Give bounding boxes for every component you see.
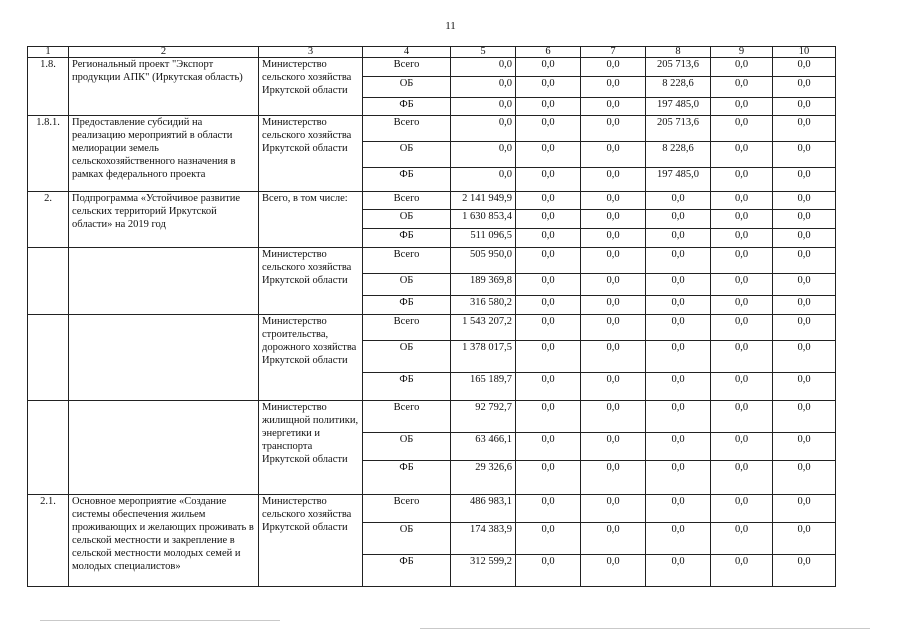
row-name-cell [69,315,259,401]
value-cell-col-8: 0,0 [646,192,711,210]
value-cell-col-6: 0,0 [516,296,581,315]
value-cell-col-6: 0,0 [516,433,581,461]
value-cell-col-9: 0,0 [711,523,773,555]
row-number-cell: 2.1. [28,495,69,587]
value-cell-col-8: 0,0 [646,248,711,274]
value-cell-col-5: 2 141 949,9 [451,192,516,210]
value-cell-col-5: 174 383,9 [451,523,516,555]
value-cell-col-8: 205 713,6 [646,58,711,77]
value-cell-col-7: 0,0 [581,555,646,587]
value-cell-col-10: 0,0 [773,58,836,77]
value-cell-col-9: 0,0 [711,401,773,433]
value-cell-col-7: 0,0 [581,401,646,433]
funding-source-cell: Всего [363,315,451,341]
column-number-1: 1 [28,47,69,58]
value-cell-col-8: 0,0 [646,433,711,461]
value-cell-col-6: 0,0 [516,315,581,341]
value-cell-col-8: 197 485,0 [646,168,711,192]
funding-source-cell: Всего [363,192,451,210]
value-cell-col-8: 0,0 [646,523,711,555]
table-row [28,248,836,274]
row-name-cell: Основное мероприятие «Создание системы обеспечения жильем проживающих и желающих проживать в сельской местности и закрепление в сельской местности молодых семей и молодых специалистов» [69,495,259,587]
scan-artifact-line [420,628,870,629]
value-cell-col-9: 0,0 [711,495,773,523]
funding-source-cell: ФБ [363,168,451,192]
table-row [28,495,836,523]
value-cell-col-5: 505 950,0 [451,248,516,274]
value-cell-col-8: 0,0 [646,274,711,296]
value-cell-col-7: 0,0 [581,341,646,373]
value-cell-col-9: 0,0 [711,433,773,461]
row-name-cell: Региональный проект "Экспорт продукции АПК" (Иркутская область) [69,58,259,116]
value-cell-col-7: 0,0 [581,461,646,495]
funding-source-cell: Всего [363,58,451,77]
funding-source-cell: ОБ [363,274,451,296]
value-cell-col-6: 0,0 [516,98,581,116]
table-row [28,401,836,433]
value-cell-col-5: 1 378 017,5 [451,341,516,373]
row-number-cell: 2. [28,192,69,248]
value-cell-col-7: 0,0 [581,210,646,229]
value-cell-col-9: 0,0 [711,210,773,229]
table-body [28,47,836,587]
value-cell-col-5: 29 326,6 [451,461,516,495]
value-cell-col-9: 0,0 [711,274,773,296]
value-cell-col-9: 0,0 [711,192,773,210]
value-cell-col-5: 63 466,1 [451,433,516,461]
page-number: 11 [445,20,456,32]
value-cell-col-7: 0,0 [581,168,646,192]
value-cell-col-9: 0,0 [711,229,773,248]
funding-source-cell: ОБ [363,210,451,229]
value-cell-col-9: 0,0 [711,142,773,168]
funding-source-cell: ОБ [363,341,451,373]
value-cell-col-5: 511 096,5 [451,229,516,248]
value-cell-col-9: 0,0 [711,98,773,116]
value-cell-col-6: 0,0 [516,116,581,142]
funding-source-cell: ОБ [363,523,451,555]
executor-cell: Министерство строительства, дорожного хозяйства Иркутской области [259,315,363,401]
value-cell-col-5: 312 599,2 [451,555,516,587]
value-cell-col-5: 0,0 [451,168,516,192]
value-cell-col-8: 0,0 [646,296,711,315]
value-cell-col-8: 8 228,6 [646,77,711,98]
value-cell-col-10: 0,0 [773,401,836,433]
value-cell-col-9: 0,0 [711,315,773,341]
value-cell-col-6: 0,0 [516,523,581,555]
value-cell-col-8: 0,0 [646,495,711,523]
value-cell-col-5: 0,0 [451,98,516,116]
value-cell-col-9: 0,0 [711,168,773,192]
column-number-2: 2 [69,47,259,58]
value-cell-col-8: 0,0 [646,229,711,248]
executor-cell: Министерство жилищной политики, энергетики и транспорта Иркутской области [259,401,363,495]
value-cell-col-6: 0,0 [516,401,581,433]
value-cell-col-7: 0,0 [581,274,646,296]
row-number-cell [28,315,69,401]
budget-table [27,46,836,587]
value-cell-col-6: 0,0 [516,229,581,248]
value-cell-col-9: 0,0 [711,58,773,77]
value-cell-col-10: 0,0 [773,210,836,229]
value-cell-col-7: 0,0 [581,229,646,248]
funding-source-cell: ФБ [363,98,451,116]
value-cell-col-5: 316 580,2 [451,296,516,315]
value-cell-col-5: 165 189,7 [451,373,516,401]
value-cell-col-10: 0,0 [773,495,836,523]
value-cell-col-8: 0,0 [646,401,711,433]
value-cell-col-9: 0,0 [711,555,773,587]
value-cell-col-9: 0,0 [711,296,773,315]
value-cell-col-7: 0,0 [581,315,646,341]
value-cell-col-8: 8 228,6 [646,142,711,168]
column-number-row [28,47,836,58]
value-cell-col-10: 0,0 [773,192,836,210]
row-name-cell: Предоставление субсидий на реализацию мероприятий в области мелиорации земель сельскохозяйственного назначения в рамках федерального проекта [69,116,259,192]
value-cell-col-8: 0,0 [646,555,711,587]
value-cell-col-6: 0,0 [516,248,581,274]
executor-cell: Министерство сельского хозяйства Иркутской области [259,248,363,315]
value-cell-col-7: 0,0 [581,192,646,210]
funding-source-cell: ФБ [363,373,451,401]
value-cell-col-7: 0,0 [581,433,646,461]
value-cell-col-5: 0,0 [451,58,516,77]
value-cell-col-6: 0,0 [516,373,581,401]
executor-cell: Министерство сельского хозяйства Иркутской области [259,495,363,587]
value-cell-col-9: 0,0 [711,77,773,98]
value-cell-col-10: 0,0 [773,168,836,192]
funding-source-cell: ФБ [363,461,451,495]
table-row [28,315,836,341]
scan-artifact-line [40,620,280,621]
value-cell-col-10: 0,0 [773,248,836,274]
value-cell-col-9: 0,0 [711,248,773,274]
value-cell-col-7: 0,0 [581,373,646,401]
value-cell-col-7: 0,0 [581,77,646,98]
value-cell-col-8: 0,0 [646,210,711,229]
value-cell-col-10: 0,0 [773,555,836,587]
value-cell-col-5: 189 369,8 [451,274,516,296]
value-cell-col-10: 0,0 [773,274,836,296]
value-cell-col-10: 0,0 [773,77,836,98]
value-cell-col-7: 0,0 [581,248,646,274]
value-cell-col-5: 1 630 853,4 [451,210,516,229]
value-cell-col-6: 0,0 [516,58,581,77]
value-cell-col-7: 0,0 [581,495,646,523]
value-cell-col-10: 0,0 [773,229,836,248]
column-number-6: 6 [516,47,581,58]
funding-source-cell: ОБ [363,142,451,168]
column-number-5: 5 [451,47,516,58]
row-number-cell [28,401,69,495]
value-cell-col-10: 0,0 [773,461,836,495]
column-number-10: 10 [773,47,836,58]
funding-source-cell: ФБ [363,229,451,248]
value-cell-col-8: 0,0 [646,373,711,401]
value-cell-col-10: 0,0 [773,142,836,168]
value-cell-col-9: 0,0 [711,341,773,373]
funding-source-cell: ФБ [363,555,451,587]
funding-source-cell: ОБ [363,77,451,98]
value-cell-col-9: 0,0 [711,373,773,401]
value-cell-col-5: 0,0 [451,77,516,98]
value-cell-col-10: 0,0 [773,296,836,315]
value-cell-col-5: 486 983,1 [451,495,516,523]
row-number-cell [28,248,69,315]
value-cell-col-10: 0,0 [773,433,836,461]
row-number-cell: 1.8.1. [28,116,69,192]
value-cell-col-8: 197 485,0 [646,98,711,116]
executor-cell: Министерство сельского хозяйства Иркутской области [259,116,363,192]
value-cell-col-10: 0,0 [773,341,836,373]
value-cell-col-7: 0,0 [581,296,646,315]
value-cell-col-9: 0,0 [711,461,773,495]
table-row [28,58,836,77]
value-cell-col-8: 0,0 [646,315,711,341]
value-cell-col-5: 92 792,7 [451,401,516,433]
column-number-8: 8 [646,47,711,58]
row-name-cell: Подпрограмма «Устойчивое развитие сельских территорий Иркутской области» на 2019 год [69,192,259,248]
value-cell-col-8: 205 713,6 [646,116,711,142]
value-cell-col-6: 0,0 [516,192,581,210]
value-cell-col-6: 0,0 [516,461,581,495]
funding-source-cell: Всего [363,248,451,274]
row-name-cell [69,248,259,315]
value-cell-col-8: 0,0 [646,461,711,495]
value-cell-col-10: 0,0 [773,523,836,555]
value-cell-col-8: 0,0 [646,341,711,373]
funding-source-cell: Всего [363,401,451,433]
value-cell-col-10: 0,0 [773,98,836,116]
executor-cell: Министерство сельского хозяйства Иркутской области [259,58,363,116]
value-cell-col-6: 0,0 [516,495,581,523]
value-cell-col-7: 0,0 [581,116,646,142]
value-cell-col-9: 0,0 [711,116,773,142]
row-number-cell: 1.8. [28,58,69,116]
table-row [28,192,836,210]
value-cell-col-10: 0,0 [773,116,836,142]
value-cell-col-7: 0,0 [581,98,646,116]
value-cell-col-7: 0,0 [581,58,646,77]
value-cell-col-10: 0,0 [773,315,836,341]
value-cell-col-7: 0,0 [581,142,646,168]
value-cell-col-10: 0,0 [773,373,836,401]
value-cell-col-6: 0,0 [516,142,581,168]
table-row [28,116,836,142]
value-cell-col-5: 0,0 [451,142,516,168]
value-cell-col-6: 0,0 [516,341,581,373]
funding-source-cell: ОБ [363,433,451,461]
column-number-9: 9 [711,47,773,58]
value-cell-col-6: 0,0 [516,168,581,192]
funding-source-cell: Всего [363,116,451,142]
column-number-4: 4 [363,47,451,58]
value-cell-col-6: 0,0 [516,555,581,587]
value-cell-col-7: 0,0 [581,523,646,555]
funding-source-cell: Всего [363,495,451,523]
value-cell-col-6: 0,0 [516,77,581,98]
column-number-3: 3 [259,47,363,58]
executor-cell: Всего, в том числе: [259,192,363,248]
row-name-cell [69,401,259,495]
value-cell-col-6: 0,0 [516,274,581,296]
value-cell-col-6: 0,0 [516,210,581,229]
value-cell-col-5: 0,0 [451,116,516,142]
funding-source-cell: ФБ [363,296,451,315]
value-cell-col-5: 1 543 207,2 [451,315,516,341]
column-number-7: 7 [581,47,646,58]
